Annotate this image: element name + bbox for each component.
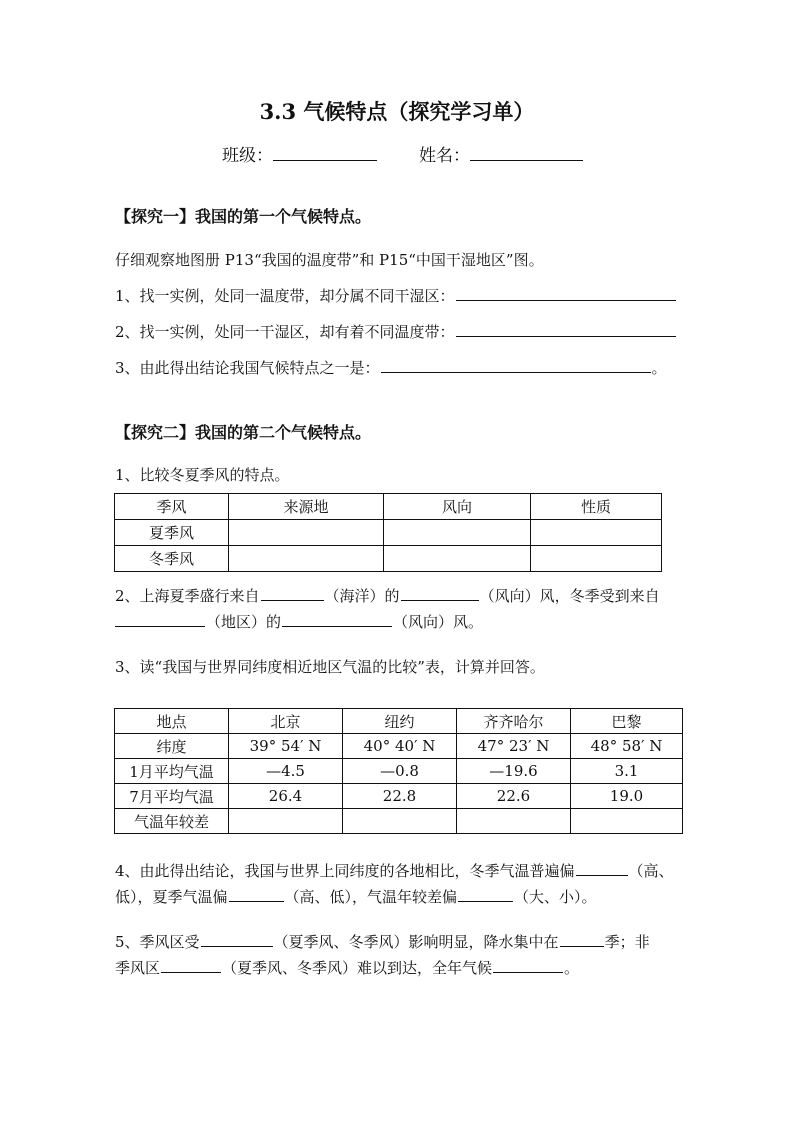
section1-intro: 仔细观察地图册 P13“我国的温度带”和 P15“中国干湿地区”图。 bbox=[115, 251, 544, 269]
table-header-cell: 北京 bbox=[229, 709, 343, 734]
answer-blank[interactable] bbox=[201, 931, 273, 947]
class-field bbox=[222, 141, 377, 166]
section2-question-4-line2 bbox=[115, 886, 597, 907]
table-cell: —4.5 bbox=[229, 759, 343, 784]
table-row bbox=[115, 784, 683, 809]
section2-question-2-line2 bbox=[115, 611, 483, 632]
section2-question-2-line1 bbox=[115, 585, 660, 606]
question-text: 季；非 bbox=[604, 933, 650, 951]
answer-blank[interactable] bbox=[456, 321, 676, 337]
table-input-cell[interactable] bbox=[229, 546, 384, 572]
section2-question-3: 3、读“我国与世界同纬度相近地区气温的比较”表，计算并回答。 bbox=[115, 658, 545, 676]
answer-blank[interactable] bbox=[456, 285, 676, 301]
question-text: （海洋）的 bbox=[324, 587, 400, 605]
table-cell: 19.0 bbox=[571, 784, 683, 809]
table-cell: —0.8 bbox=[343, 759, 457, 784]
table-input-cell[interactable] bbox=[531, 520, 662, 546]
temperature-table bbox=[114, 708, 683, 834]
table-input-cell[interactable] bbox=[571, 809, 683, 834]
answer-blank[interactable] bbox=[115, 611, 205, 627]
table-input-cell[interactable] bbox=[229, 809, 343, 834]
table-cell: 22.6 bbox=[457, 784, 571, 809]
answer-blank[interactable] bbox=[458, 886, 513, 902]
section2-question-4-line1 bbox=[115, 860, 674, 881]
question-text: 2、上海夏季盛行来自 bbox=[115, 587, 260, 605]
table-row bbox=[115, 546, 662, 572]
table-input-cell[interactable] bbox=[343, 809, 457, 834]
page-title: 3.3 气候特点（探究学习单） bbox=[259, 99, 535, 124]
table-header-row bbox=[115, 494, 662, 520]
class-label: 班级： bbox=[222, 146, 273, 166]
question-text: 2、找一实例，处同一干湿区，却有着不同温度带： bbox=[115, 323, 455, 341]
answer-blank[interactable] bbox=[229, 886, 284, 902]
section2-question-5-line2 bbox=[115, 957, 579, 978]
table-cell: 纬度 bbox=[115, 734, 229, 759]
section2-heading: 【探究二】我国的第二个气候特点。 bbox=[115, 423, 372, 442]
question-text: 低），夏季气温偏 bbox=[115, 888, 228, 906]
answer-blank[interactable] bbox=[161, 957, 221, 973]
section1-question-2 bbox=[115, 321, 677, 342]
table-header-cell: 季风 bbox=[115, 494, 229, 520]
table-cell: 48° 58′ N bbox=[571, 734, 683, 759]
table-header-cell: 巴黎 bbox=[571, 709, 683, 734]
table-row bbox=[115, 520, 662, 546]
period: 。 bbox=[651, 359, 667, 377]
name-label: 姓名： bbox=[419, 146, 470, 166]
section1-heading: 【探究一】我国的第一个气候特点。 bbox=[115, 207, 372, 226]
question-text: （风向）风，冬季受到来自 bbox=[479, 587, 660, 605]
question-text: （大、小）。 bbox=[514, 888, 597, 906]
table-cell: 气温年较差 bbox=[115, 809, 229, 834]
question-text: （风向）风。 bbox=[393, 613, 484, 631]
question-text: 3、由此得出结论我国气候特点之一是： bbox=[115, 359, 380, 377]
table-header-cell: 来源地 bbox=[229, 494, 384, 520]
table-input-cell[interactable] bbox=[384, 520, 531, 546]
question-text: （夏季风、冬季风）难以到达，全年气候 bbox=[222, 959, 493, 977]
table-cell: 3.1 bbox=[571, 759, 683, 784]
question-text: 。 bbox=[564, 959, 580, 977]
question-text: （高、 bbox=[628, 862, 674, 880]
question-text: 季风区 bbox=[115, 959, 161, 977]
table-cell: 1月平均气温 bbox=[115, 759, 229, 784]
question-text: （地区）的 bbox=[206, 613, 282, 631]
table-row bbox=[115, 759, 683, 784]
table-cell: —19.6 bbox=[457, 759, 571, 784]
answer-blank[interactable] bbox=[282, 611, 392, 627]
question-text: （夏季风、冬季风）影响明显，降水集中在 bbox=[273, 933, 559, 951]
table-header-cell: 地点 bbox=[115, 709, 229, 734]
answer-blank[interactable] bbox=[560, 931, 604, 947]
section1-question-1 bbox=[115, 285, 677, 306]
table-row bbox=[115, 809, 683, 834]
table-input-cell[interactable] bbox=[457, 809, 571, 834]
question-text: 4、由此得出结论，我国与世界上同纬度的各地相比，冬季气温普遍偏 bbox=[115, 862, 575, 880]
section1-question-3 bbox=[115, 357, 667, 378]
answer-blank[interactable] bbox=[261, 585, 324, 601]
table-input-cell[interactable] bbox=[531, 546, 662, 572]
table-cell: 夏季风 bbox=[115, 520, 229, 546]
answer-blank[interactable] bbox=[576, 860, 628, 876]
answer-blank[interactable] bbox=[381, 357, 651, 373]
table-header-cell: 性质 bbox=[531, 494, 662, 520]
table-cell: 26.4 bbox=[229, 784, 343, 809]
section2-question-5-line1 bbox=[115, 931, 650, 952]
question-text: 5、季风区受 bbox=[115, 933, 200, 951]
question-text: 1、找一实例，处同一温度带，却分属不同干湿区： bbox=[115, 287, 455, 305]
table-cell: 7月平均气温 bbox=[115, 784, 229, 809]
table-cell: 冬季风 bbox=[115, 546, 229, 572]
table-row bbox=[115, 734, 683, 759]
table-input-cell[interactable] bbox=[229, 520, 384, 546]
table-header-cell: 纽约 bbox=[343, 709, 457, 734]
table-cell: 40° 40′ N bbox=[343, 734, 457, 759]
name-field bbox=[419, 141, 583, 166]
table-header-row bbox=[115, 709, 683, 734]
answer-blank[interactable] bbox=[401, 585, 479, 601]
table-cell: 39° 54′ N bbox=[229, 734, 343, 759]
monsoon-table bbox=[114, 493, 662, 572]
table-input-cell[interactable] bbox=[384, 546, 531, 572]
table-cell: 47° 23′ N bbox=[457, 734, 571, 759]
table-cell: 22.8 bbox=[343, 784, 457, 809]
answer-blank[interactable] bbox=[493, 957, 563, 973]
table-header-cell: 齐齐哈尔 bbox=[457, 709, 571, 734]
name-blank[interactable] bbox=[470, 144, 583, 161]
class-blank[interactable] bbox=[273, 144, 377, 161]
table-header-cell: 风向 bbox=[384, 494, 531, 520]
section2-question-1: 1、比较冬夏季风的特点。 bbox=[115, 466, 290, 484]
question-text: （高、低），气温年较差偏 bbox=[284, 888, 458, 906]
